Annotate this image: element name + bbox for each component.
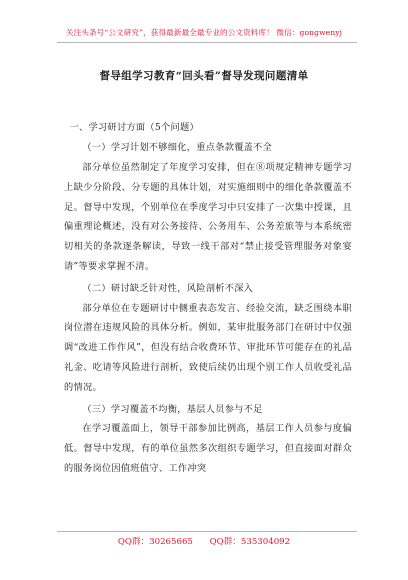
- section-heading: 一、学习研讨方面（5个问题）: [69, 122, 199, 133]
- header-banner: 关注头条号“公文研究”，获得最新最全最专业的公文资料库！ 微信：gongwenyj: [65, 28, 343, 37]
- header-divider: [57, 42, 357, 43]
- document-body: [64, 118, 352, 479]
- item-body-1: 部分单位虽然制定了年度学习安排，但在⑧项规定精神专题学习上缺少分阶段、分专题的具体计划，对实施细则中的细化条款覆盖不足。督导中发现，个别单位在季度学习中只安排了一次集中授课，且偏重理论概述，没有对公务接待、公务用车、公务差旅等与本系统密切相关的条款逐条解读，导致一线干部对“禁止接受管理服务对象宴请”等要求掌握不清。: [64, 162, 352, 273]
- qq-group-1: QQ群：30265665: [117, 537, 193, 547]
- item-heading-3: （三）学习覆盖不均衡，基层人员参与不足: [82, 403, 263, 415]
- item-body-3: 在学习覆盖面上，领导干部参加比例高，基层工作人员参与度偏低。督导中发现，有的单位虽然多次组织专题学习，但直接面对群众的服务岗位因值班值守、工作冲突: [64, 423, 352, 475]
- qq-group-2: QQ群：535304092: [209, 537, 291, 547]
- footer-contact: [0, 535, 408, 547]
- footer-divider: [57, 531, 357, 532]
- item-heading-1: （一）学习计划不够细化，重点条款覆盖不全: [82, 142, 273, 154]
- item-body-2: 部分单位在专题研讨中侧重表态发言、经验交流，缺乏围绕本职岗位潜在违规风险的具体分析。例如，某审批服务部门在研讨中仅强调“改进工作作风”，但没有结合收费环节、审批环节可能存在的礼品礼金、吃请等风险进行剖析，致使后续仍出现个别工作人员收受礼品的情况。: [64, 302, 352, 393]
- item-heading-2: （二）研讨缺乏针对性，风险剖析不深入: [82, 282, 254, 294]
- document-title: 督导组学习教育“回头看”督导发现问题清单: [99, 70, 309, 82]
